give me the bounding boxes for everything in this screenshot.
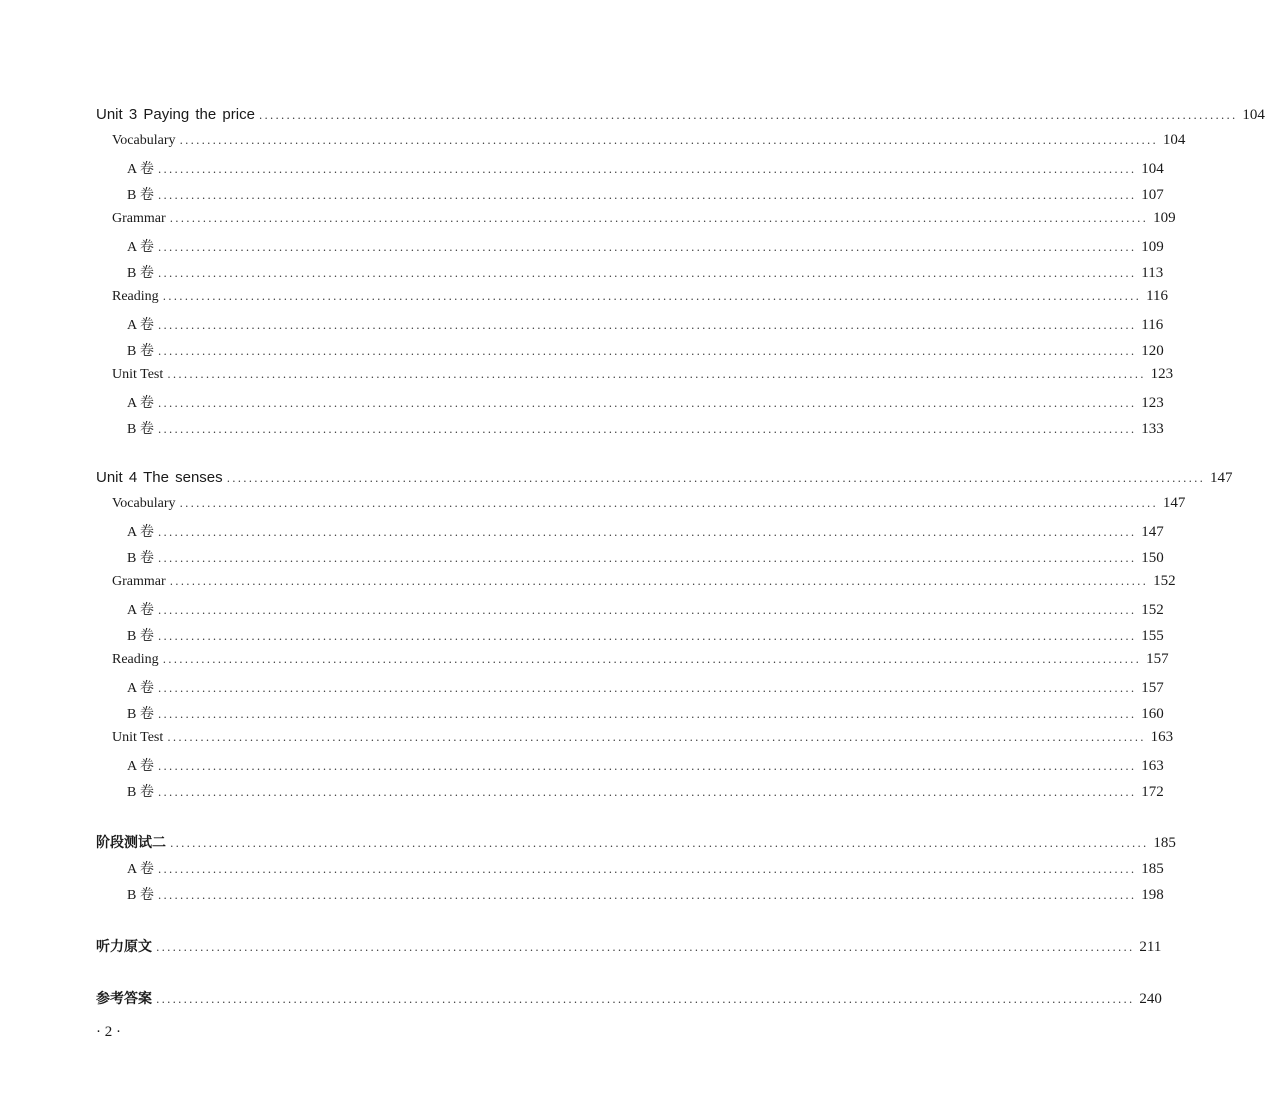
toc-entry-page: 116 [1146,288,1169,304]
toc-entry-label: B 卷 [127,629,154,644]
toc-entry-label: B 卷 [127,551,154,566]
dot-leader: .................................................................................................................................................................................. [157,345,1137,358]
toc-entry-label: B 卷 [127,888,154,903]
dot-leader: .................................................................................................................................................................................. [169,575,1149,588]
toc-entry[interactable] [112,288,1169,305]
dot-leader: .................................................................................................................................................................................. [157,708,1137,721]
toc-entry[interactable] [112,210,1176,227]
toc-entry[interactable] [127,392,1164,412]
toc-entry-page: 120 [1141,343,1164,359]
toc-entry-page: 155 [1141,628,1164,644]
toc-entry-page: 116 [1141,317,1164,333]
toc-entry-page: 113 [1141,265,1164,281]
toc-entry-page: 107 [1141,187,1164,203]
dot-leader: .................................................................................................................................................................................. [157,397,1137,410]
toc-entry-page: 104 [1141,161,1164,177]
toc-entry-page: 109 [1153,210,1176,226]
dot-leader: .................................................................................................................................................................................. [179,497,1158,510]
toc-entry-page: 123 [1150,366,1174,382]
toc-entry-page: 150 [1141,550,1164,566]
dot-leader: .................................................................................................................................................................................. [157,189,1137,202]
toc-entry-page: 157 [1146,651,1169,667]
toc-entry[interactable] [96,469,1233,487]
toc-entry-label: 参考答案 [96,991,152,1007]
toc-entry-label: A 卷 [127,681,154,696]
toc-entry-page: 147 [1210,470,1233,486]
toc-entry-page: 152 [1153,573,1176,589]
toc-entry[interactable] [127,547,1164,567]
toc-entry-label: 听力原文 [96,939,152,955]
toc-entry-label: B 卷 [127,707,154,722]
toc-entry[interactable] [96,106,1265,124]
toc-entry[interactable] [96,936,1162,956]
toc-entry-label: A 卷 [127,318,154,333]
dot-leader: .................................................................................................................................................................................. [162,653,1142,666]
toc-entry[interactable] [127,262,1164,282]
toc-entry-label: Unit 3 Paying the price [96,106,255,123]
toc-entry-label: Unit 4 The senses [96,469,223,486]
dot-leader: .................................................................................................................................................................................. [157,526,1137,539]
toc-entry[interactable] [127,184,1164,204]
toc-entry-label: A 卷 [127,240,154,255]
page-number: · 2 · [96,1024,121,1040]
toc-entry-label: B 卷 [127,422,154,437]
toc-entry[interactable] [127,858,1164,878]
dot-leader: .................................................................................................................................................................................. [157,604,1137,617]
toc-entry-page: 157 [1141,680,1164,696]
dot-leader: .................................................................................................................................................................................. [157,241,1137,254]
toc-entry-label: 阶段测试二 [96,835,166,851]
toc-entry[interactable] [127,677,1164,697]
dot-leader: .................................................................................................................................................................................. [157,552,1137,565]
toc-entry-label: B 卷 [127,785,154,800]
toc-entry-page: 147 [1141,524,1164,540]
toc-entry-label: A 卷 [127,396,154,411]
toc-entry-page: 152 [1141,602,1164,618]
toc-entry[interactable] [127,781,1164,801]
toc-entry-page: 133 [1141,421,1164,437]
dot-leader: .................................................................................................................................................................................. [258,109,1238,122]
toc-entry-page: 198 [1141,887,1164,903]
dot-leader: .................................................................................................................................................................................. [157,682,1137,695]
toc-entry[interactable] [127,599,1164,619]
toc-entry[interactable] [127,625,1164,645]
toc-entry[interactable] [127,418,1164,438]
toc-entry[interactable] [127,236,1164,256]
toc-entry[interactable] [112,729,1174,746]
toc-entry-label: A 卷 [127,759,154,774]
toc-entry-page: 104 [1242,107,1265,123]
toc-entry-page: 123 [1141,395,1164,411]
dot-leader: .................................................................................................................................................................................. [167,731,1146,744]
toc-entry[interactable] [112,651,1169,668]
dot-leader: .................................................................................................................................................................................. [157,863,1137,876]
toc-entry[interactable] [112,573,1176,590]
toc-entry-label: Reading [112,652,159,667]
toc-entry-label: B 卷 [127,344,154,359]
dot-leader: .................................................................................................................................................................................. [162,290,1142,303]
toc-entry[interactable] [127,755,1164,775]
toc-entry-label: B 卷 [127,188,154,203]
toc-entry-label: Unit Test [112,730,164,745]
dot-leader: .................................................................................................................................................................................. [167,368,1146,381]
toc-entry[interactable] [127,314,1164,334]
toc-entry[interactable] [127,703,1164,723]
toc-entry-page: 185 [1153,835,1176,851]
toc-entry-page: 163 [1141,758,1164,774]
toc-entry-page: 163 [1150,729,1174,745]
dot-leader: .................................................................................................................................................................................. [156,993,1135,1006]
dot-leader: .................................................................................................................................................................................. [169,212,1149,225]
dot-leader: .................................................................................................................................................................................. [157,760,1137,773]
toc-entry-label: A 卷 [127,862,154,877]
toc-entry[interactable] [96,988,1162,1008]
dot-leader: .................................................................................................................................................................................. [226,472,1206,485]
dot-leader: .................................................................................................................................................................................. [157,267,1137,280]
toc-entry-label: A 卷 [127,162,154,177]
toc-entry-label: A 卷 [127,525,154,540]
toc-entry-label: Grammar [112,211,166,226]
toc-entry-label: Grammar [112,574,166,589]
toc-entry-page: 185 [1141,861,1164,877]
dot-leader: .................................................................................................................................................................................. [156,941,1135,954]
toc-entry[interactable] [96,832,1176,852]
toc-entry[interactable] [112,495,1186,512]
toc-entry-page: 172 [1141,784,1164,800]
toc-entry[interactable] [127,884,1164,904]
toc-entry-label: B 卷 [127,266,154,281]
toc-entry-label: Reading [112,289,159,304]
dot-leader: .................................................................................................................................................................................. [179,134,1158,147]
dot-leader: .................................................................................................................................................................................. [157,889,1137,902]
toc-entry-label: A 卷 [127,603,154,618]
dot-leader: .................................................................................................................................................................................. [157,630,1137,643]
toc-entry[interactable] [127,158,1164,178]
dot-leader: .................................................................................................................................................................................. [157,423,1137,436]
toc-entry[interactable] [127,340,1164,360]
dot-leader: .................................................................................................................................................................................. [157,163,1137,176]
dot-leader: .................................................................................................................................................................................. [157,319,1137,332]
toc-entry[interactable] [127,521,1164,541]
toc-entry-label: Vocabulary [112,133,176,148]
toc-entry[interactable] [112,366,1174,383]
toc-entry-label: Vocabulary [112,496,176,511]
dot-leader: .................................................................................................................................................................................. [170,837,1149,850]
toc-entry-label: Unit Test [112,367,164,382]
toc-entry-page: 160 [1141,706,1164,722]
toc-entry-page: 147 [1162,495,1186,511]
toc-entry-page: 104 [1162,132,1186,148]
toc-entry[interactable] [112,132,1186,149]
toc-entry-page: 211 [1139,939,1162,955]
toc-entry-page: 109 [1141,239,1164,255]
dot-leader: .................................................................................................................................................................................. [157,786,1137,799]
toc-entry-page: 240 [1139,991,1162,1007]
